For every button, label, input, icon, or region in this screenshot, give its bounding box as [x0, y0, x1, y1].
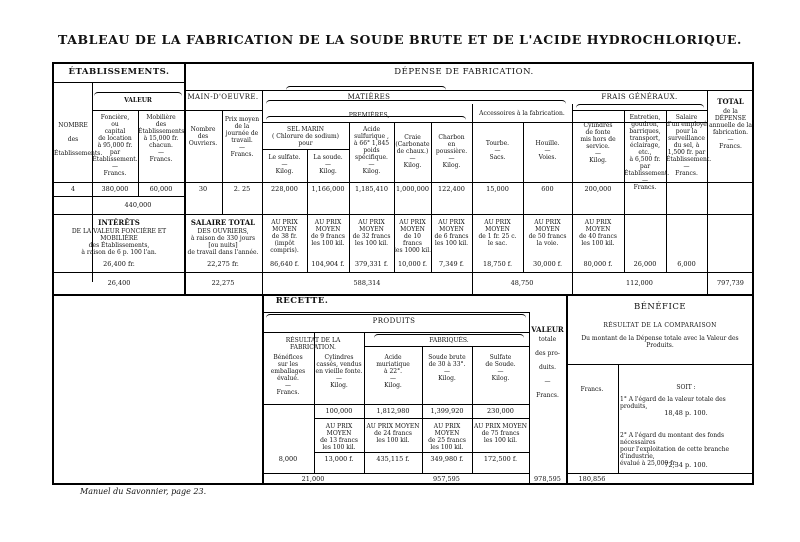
row-divider — [262, 473, 529, 474]
soude-value: 1,166,000 — [311, 185, 345, 193]
benefice-item1: 1° A l'égard de la valeur totale des produits, — [620, 396, 726, 410]
houille-header: Houille. — Voies. — [535, 140, 560, 161]
acide-cost: 435,115 f. — [376, 455, 410, 463]
row-divider — [54, 196, 184, 197]
fabriques-total: 957,595 — [433, 475, 460, 483]
valeur-heading: VALEUR — [531, 325, 564, 334]
prix-journee-header: Prix moyen de la journée de travail. — Francs. — [224, 116, 260, 158]
le-sulfate-header: Le sulfate. — Kilog. — [268, 154, 301, 175]
craie-value: 1,000,000 — [395, 185, 430, 193]
nombre-header: NOMBRE des Établissements. — [54, 122, 103, 157]
row-divider — [566, 473, 754, 474]
benefices-header: Bénéfices sur les emballages évalué. — Francs. — [270, 354, 306, 396]
mobiliere-header: Mobilière des Établissements à 15,000 fr. chacun. — Francs. — [138, 114, 185, 163]
salaire-value: 22,275 fr. — [207, 260, 239, 268]
row-divider — [364, 346, 529, 347]
row-divider — [262, 332, 529, 333]
valeur-header: VALEUR — [124, 97, 152, 104]
frais-heading: FRAIS GÉNÉRAUX. — [601, 93, 678, 101]
prix-cylindres: AU PRIX MOYEN de 13 francs les 100 kil. — [320, 423, 358, 451]
frais-total: 112,000 — [626, 279, 653, 287]
valeur-text: totale des pro- duits. — Francs. — [535, 336, 560, 399]
resultat-total: 21,000 — [301, 475, 325, 483]
row-divider — [314, 418, 529, 419]
entretien-header: Entretien, goudron, barriques, transport, éclairage, etc., à 6,500 fr. par Établissement. — Francs. — [624, 114, 670, 191]
soude-cost: 349,980 f. — [430, 455, 464, 463]
acide-cost: 379,331 f. — [354, 260, 389, 268]
recette-heading: RECETTE. — [275, 296, 329, 306]
row-divider — [262, 312, 529, 313]
prix-sulfate: AU PRIX MOYEN de 75 francs les 100 kil. — [473, 423, 528, 444]
prix-journee-value: 2. 25 — [233, 185, 251, 193]
benefice-item2-value: 72,34 p. 100. — [664, 461, 708, 469]
prix-houille: AU PRIX MOYEN de 50 francs la voie. — [528, 219, 567, 247]
salaire-title: SALAIRE TOTAL — [190, 218, 256, 227]
houille-value: 600 — [541, 185, 554, 193]
salaire-employe-header: Salaire d'un employé pour la surveillance du sel, à 1,500 fr. par Établissement. — Francs. — [666, 114, 712, 177]
row-divider — [566, 364, 754, 365]
houille-cost: 30,000 f. — [532, 260, 563, 268]
depense-heading: DÉPENSE DE FABRICATION. — [394, 67, 534, 77]
section-divider — [54, 294, 754, 296]
row-divider — [54, 214, 754, 215]
total-text: de la DÉPENSE annuelle de la fabrication. — Francs. — [709, 108, 752, 150]
benefice-resultat: RÉSULTAT DE LA COMPARAISON — [603, 322, 717, 329]
prix-craie: AU PRIX MOYEN de 10 francs les 1000 kil. — [394, 219, 432, 254]
benefices-cost: 8,000 — [278, 455, 298, 463]
salaire-employe-cost: 6,000 — [677, 260, 696, 268]
premieres-total: 588,314 — [353, 279, 381, 287]
benefice-francs: Francs. — [580, 386, 604, 393]
ouvriers-value: 30 — [198, 185, 208, 193]
prix-acide: AU PRIX MOYEN de 24 francs les 100 kil. — [366, 423, 420, 444]
column-divider — [618, 364, 619, 473]
prix-soude: AU PRIX MOYEN de 25 francs les 100 kil. — [428, 423, 466, 451]
acide-muriatique-header: Acide muriatique à 22°. — Kilog. — [376, 354, 410, 389]
salaire-text: DES OUVRIERS, à raison de 330 jours [ou nuits] de travail dans l'année. — [187, 228, 259, 256]
brace — [576, 104, 704, 108]
sel-marin-header: SEL MARIN ( Chlorure de sodium) pour — [272, 126, 339, 147]
row-divider — [572, 110, 707, 111]
soude-cost: 104,904 f. — [311, 260, 345, 268]
cylindres-casses-header: Cylindres cassés, vendus en vieille fonte. — Kilog. — [315, 354, 363, 389]
valeur-total: 978,595 — [534, 475, 561, 483]
accessoires-total: 48,750 — [510, 279, 534, 287]
row-divider — [262, 404, 529, 405]
cylindres-cost: 80,000 f. — [583, 260, 613, 268]
brace — [286, 86, 446, 90]
entretien-cost: 26,000 — [633, 260, 657, 268]
row-divider — [54, 82, 184, 83]
sulfate-cost: 86,640 f. — [269, 260, 300, 268]
resultat-heading: RÉSULTAT DE LA FABRICATION. — [285, 337, 341, 351]
row-divider — [314, 452, 529, 453]
acide-value: 1,185,410 — [354, 185, 389, 193]
prix-soude: AU PRIX MOYEN de 9 francs les 100 kil. — [311, 219, 345, 247]
interets-text: DE LA VALEUR FONCIÈRE ET MOBILIÈRE des Établissements, à raison de 6 p. 100 l'an. — [71, 228, 167, 256]
row-divider — [262, 149, 349, 150]
prix-sulfate: AU PRIX MOYEN de 38 fr. (impôt compris). — [270, 219, 299, 254]
tourbe-cost: 18,750 f. — [482, 260, 513, 268]
prix-cylindres: AU PRIX MOYEN de 40 francs les 100 kil. — [579, 219, 617, 247]
premieres-heading: PREMIÈRES, — [348, 112, 390, 119]
benefice-item1-value: 18,48 p. 100. — [664, 409, 708, 417]
sulfate-cost: 172,500 f. — [483, 455, 518, 463]
prix-acide: AU PRIX MOYEN de 32 francs les 100 kil. — [352, 219, 391, 247]
valeur-total: 440,000 — [124, 201, 152, 209]
fabriques-heading: FABRIQUÉS. — [429, 337, 469, 344]
page-title: TABLEAU DE LA FABRICATION DE LA SOUDE BRUTE ET DE L'ACIDE HYDROCHLORIQUE. — [58, 32, 742, 47]
row-divider — [184, 90, 754, 91]
row-divider — [54, 272, 754, 273]
acide-value: 1,812,980 — [376, 407, 410, 415]
nombre-value: 4 — [70, 185, 76, 193]
interets-total: 26,400 — [107, 279, 131, 287]
row-divider — [92, 110, 184, 111]
sulfate-value: 230,000 — [487, 407, 514, 415]
total-heading: TOTAL — [717, 97, 744, 106]
prix-charbon: AU PRIX MOYEN de 6 francs les 100 kil. — [434, 219, 469, 247]
craie-cost: 10,000 f. — [397, 260, 428, 268]
row-divider — [184, 110, 262, 111]
cylindres-value: 100,000 — [325, 407, 353, 415]
caption: Manuel du Savonnier, page 23. — [80, 487, 207, 496]
tourbe-header: Tourbe. — Sacs. — [485, 140, 510, 161]
la-soude-header: La soude. — Kilog. — [313, 154, 343, 175]
benefice-item2: 2° A l'égard du montant des fonds nécessaires pour l'exploitation de cette branche d'industrie, évalué à 25,000 fr. — [620, 432, 730, 467]
matieres-heading: MATIÈRES — [347, 93, 391, 101]
benefice-soit: SOIT : — [676, 384, 696, 391]
fonciere-value: 380,000 — [101, 185, 129, 193]
benefice-heading: BÉNÉFICE — [633, 302, 687, 312]
salaire-total: 22,275 — [211, 279, 235, 287]
brace — [94, 92, 182, 96]
tourbe-value: 15,000 — [486, 185, 509, 193]
charbon-header: Charbon en poussière. — Kilog. — [435, 134, 468, 169]
interets-title: INTÉRÊTS — [98, 218, 140, 227]
cylindres-cost: 13,000 f. — [324, 455, 354, 463]
table-frame — [52, 62, 754, 485]
produits-heading: PRODUITS — [372, 317, 416, 325]
charbon-cost: 7,349 f. — [439, 260, 464, 268]
soude-value: 1,399,920 — [430, 407, 464, 415]
cylindres-value: 200,000 — [584, 185, 612, 193]
ouvriers-header: Nombre des Ouvriers. — [188, 126, 218, 147]
soude-brute-header: Soude brute de 30 à 33°. — Kilog. — [428, 354, 466, 382]
accessoires-heading: Accessoires à la fabrication. — [479, 110, 565, 117]
etablissements-heading: ÉTABLISSEMENTS. — [68, 67, 170, 77]
craie-header: Craie (Carbonate de chaux.) — Kilog. — [395, 134, 430, 169]
total-value: 797,739 — [717, 279, 744, 287]
sulfate-value: 228,000 — [271, 185, 298, 193]
mobiliere-value: 60,000 — [149, 185, 173, 193]
interets-value: 26,400 fr. — [103, 260, 135, 268]
sulfate-soude-header: Sulfate de Soude. — Kilog. — [485, 354, 516, 382]
main-oeuvre-heading: MAIN-D'OEUVRE. — [187, 93, 259, 101]
benefice-text: Du montant de la Dépense totale avec la Valeur des Produits. — [581, 335, 739, 349]
cylindres-header: Cylindres de fonte mis hors de service. — Kilog. — [580, 122, 616, 164]
prix-tourbe: AU PRIX MOYEN de 1 fr. 25 c. le sac. — [478, 219, 517, 247]
benefice-total: 180,856 — [578, 475, 606, 483]
charbon-value: 122,400 — [438, 185, 465, 193]
fonciere-header: Foncière, ou capital de location à 95,000 fr. par Établissement. — Francs. — [92, 114, 138, 177]
acide-header: Acide sulfurique , à 66° 1,845 poids spécifique. — Kilog. — [353, 126, 390, 175]
